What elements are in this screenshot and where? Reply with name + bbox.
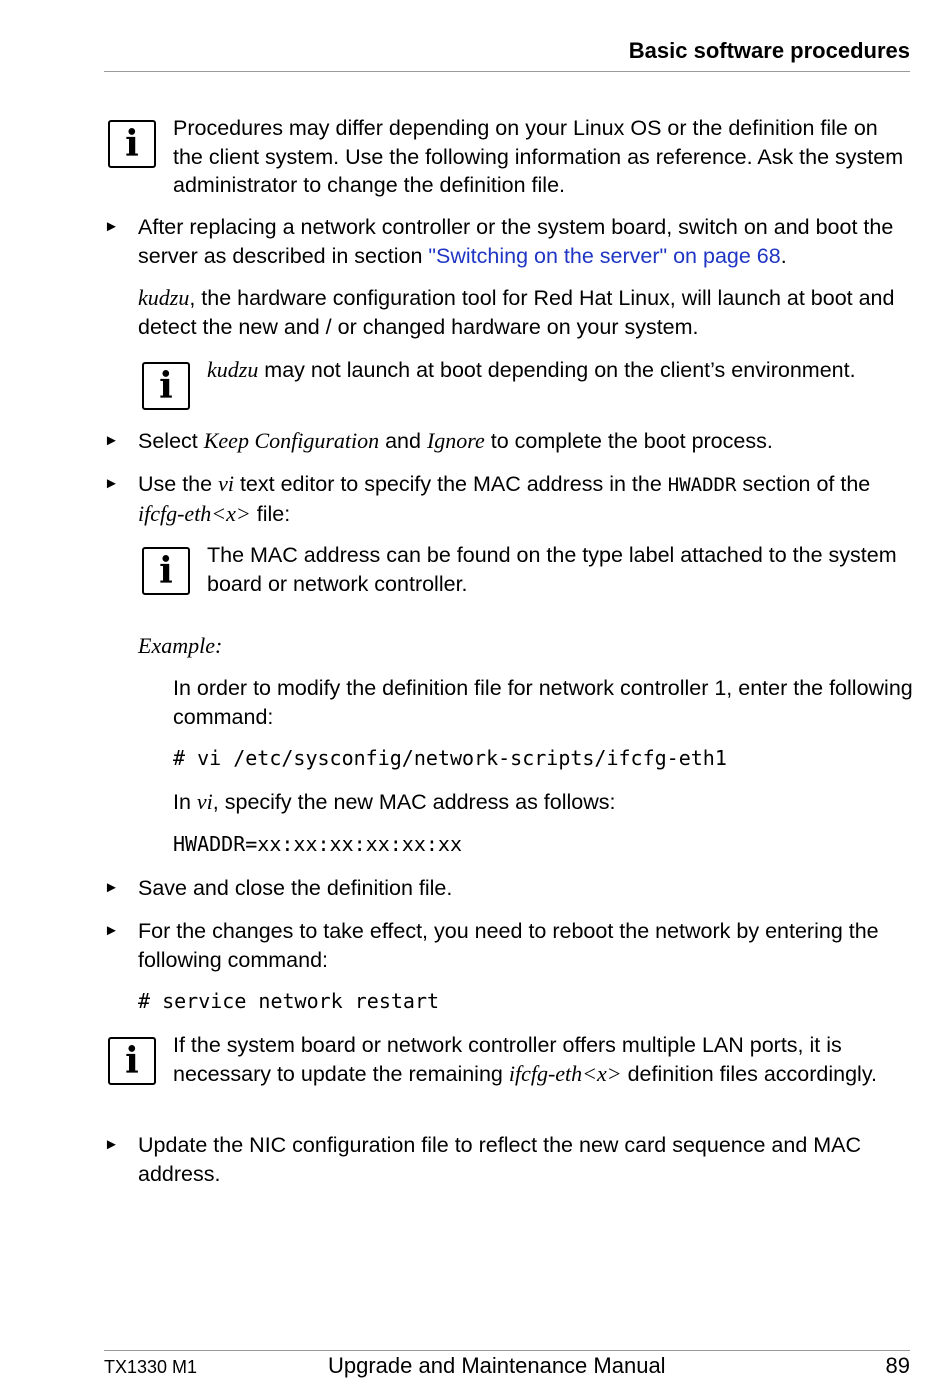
kudzu-text: , the hardware configuration tool for Red Hat Linux, will launch at boot and detect the new and / or changed hardware on your system. bbox=[138, 286, 895, 339]
step-text: to complete the boot process. bbox=[484, 429, 773, 453]
step-save-close: Save and close the definition file. bbox=[138, 876, 453, 900]
header-rule bbox=[104, 71, 910, 72]
bullet-triangle-icon: ► bbox=[104, 922, 119, 939]
footer-rule bbox=[104, 1350, 910, 1351]
step-text: In bbox=[173, 790, 197, 814]
vi-instruction bbox=[173, 788, 913, 817]
term-ifcfg-eth: ifcfg-eth<x> bbox=[508, 1060, 622, 1086]
info-icon bbox=[108, 1037, 156, 1085]
info-icon bbox=[142, 547, 190, 595]
term-vi: vi bbox=[196, 789, 213, 814]
step-text: After replacing a network controller or the system board, switch on and boot the server as described in section bbox=[138, 215, 894, 268]
bullet-triangle-icon: ► bbox=[104, 1136, 119, 1153]
step-text: file: bbox=[250, 501, 291, 526]
step-reboot-network: For the changes to take effect, you need to reboot the network by entering the following command: bbox=[138, 919, 879, 972]
step-text: and bbox=[379, 429, 427, 453]
footer-model: TX1330 M1 bbox=[104, 1357, 198, 1377]
step-text: Select bbox=[138, 429, 204, 453]
step-reboot-server bbox=[138, 213, 913, 270]
command-hwaddr: HWADDR=xx:xx:xx:xx:xx:xx bbox=[173, 832, 462, 856]
section-header-title: Basic software procedures bbox=[628, 38, 910, 63]
note-multiple-lan-ports bbox=[173, 1031, 913, 1088]
step-use-vi-editor bbox=[138, 470, 913, 528]
footer-manual-title: Upgrade and Maintenance Manual bbox=[328, 1353, 666, 1378]
bullet-triangle-icon: ► bbox=[104, 475, 119, 492]
note-mac-address-label: The MAC address can be found on the type label attached to the system board or network controller. bbox=[207, 543, 897, 596]
info-icon bbox=[142, 362, 190, 410]
code-hwaddr: HWADDR bbox=[667, 474, 737, 496]
step-text: section of the bbox=[736, 472, 871, 496]
kudzu-term: kudzu bbox=[138, 285, 190, 310]
step-text: Use the bbox=[138, 472, 219, 496]
bullet-triangle-icon: ► bbox=[104, 879, 119, 896]
note-text: If the system board or network controller offers multiple LAN ports, it is necessary to update the remaining bbox=[173, 1033, 842, 1086]
term-ignore: Ignore bbox=[426, 428, 485, 453]
term-ifcfg-eth: ifcfg-eth<x> bbox=[138, 500, 251, 526]
info-icon bbox=[108, 120, 156, 168]
footer-page-number: 89 bbox=[885, 1353, 910, 1378]
step-text: , specify the new MAC address as follows: bbox=[212, 790, 616, 814]
kudzu-description bbox=[138, 284, 913, 341]
term-keep-configuration: Keep Configuration bbox=[203, 428, 380, 453]
step-text-end: . bbox=[780, 243, 787, 268]
note-kudzu-may-not-launch bbox=[207, 356, 917, 385]
command-service-restart: # service network restart bbox=[138, 989, 440, 1013]
bullet-triangle-icon: ► bbox=[104, 218, 119, 235]
note-text: may not launch at boot depending on the client’s environment. bbox=[258, 358, 856, 382]
example-label: Example: bbox=[138, 633, 223, 658]
term-vi: vi bbox=[218, 471, 234, 496]
command-vi-ifcfg: # vi /etc/sysconfig/network-scripts/ifcfg-eth1 bbox=[173, 746, 727, 770]
step-update-nic-config: Update the NIC configuration file to reflect the new card sequence and MAC address. bbox=[138, 1133, 862, 1186]
note-text: definition files accordingly. bbox=[621, 1061, 877, 1086]
note-procedures-differ: Procedures may differ depending on your Linux OS or the definition file on the client system. Use the following information as reference. Ask the system administrator to change the definition file. bbox=[173, 116, 904, 197]
bullet-triangle-icon: ► bbox=[104, 432, 119, 449]
kudzu-term: kudzu bbox=[207, 357, 259, 382]
link-switching-on-server[interactable]: "Switching on the server" on page 68 bbox=[428, 243, 781, 268]
step-text: text editor to specify the MAC address in the bbox=[233, 472, 668, 496]
example-description: In order to modify the definition file for network controller 1, enter the following command: bbox=[173, 676, 913, 729]
step-select-keep-configuration bbox=[138, 427, 913, 456]
